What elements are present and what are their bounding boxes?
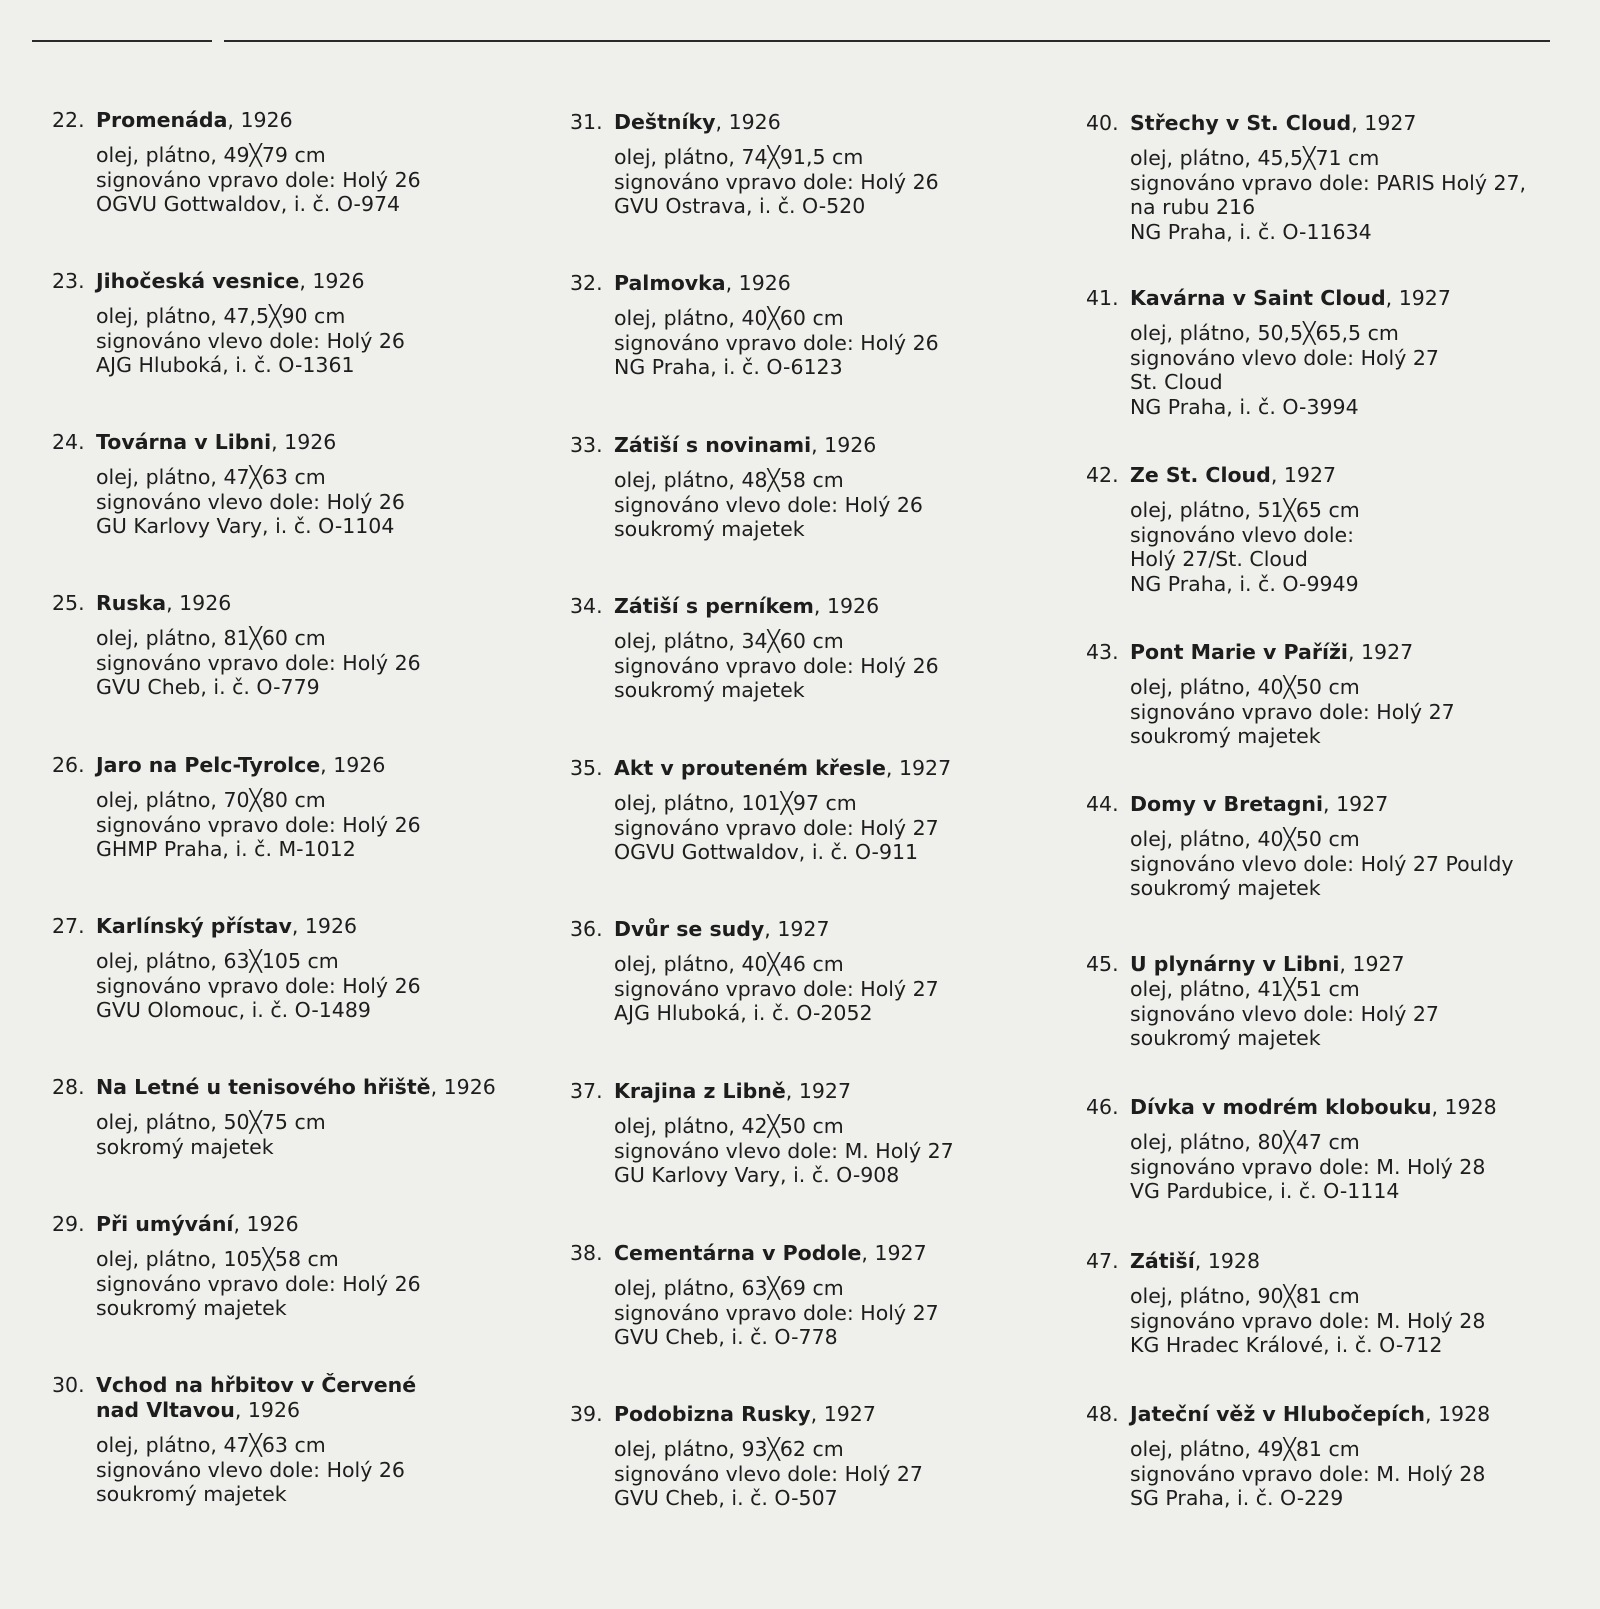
catalog-entry-34 [570,594,1050,703]
entry-number: 32. [570,271,603,295]
entry-title: Akt v prouteném křesle [614,756,886,780]
entry-title: Jateční věž v Hlubočepích [1130,1402,1425,1426]
entry-number: 38. [570,1241,603,1265]
entry-signature: signováno vpravo dole: Holý 26 [96,812,421,837]
entry-number: 44. [1086,792,1119,816]
entry-heading: 44. Domy v Bretagni, 1927 [1086,792,1389,816]
entry-medium: olej, plátno, 49╳81 cm [1130,1437,1360,1461]
entry-collection: KG Hradec Králové, i. č. O-712 [1130,1333,1443,1357]
catalog-entry-48 [1086,1402,1566,1511]
catalog-entry-25 [52,591,532,700]
entry-collection: OGVU Gottwaldov, i. č. O-974 [96,192,401,216]
entry-signature: signováno vpravo dole: Holý 26 [614,330,939,355]
entry-year: 1927 [1398,286,1451,310]
entry-medium: olej, plátno, 63╳69 cm [614,1276,844,1300]
entry-heading [52,1373,532,1398]
entry-number: 34. [570,594,603,618]
entry-medium: olej, plátno, 49╳79 cm [96,143,326,167]
entry-collection: NG Praha, i. č. O-3994 [1130,394,1359,419]
catalog-entry-29 [52,1212,532,1321]
entry-title: Jaro na Pelc-Tyrolce [96,753,321,777]
entry-year: 1926 [333,753,386,777]
entry-title: Ze St. Cloud [1130,463,1271,487]
entry-medium: olej, plátno, 93╳62 cm [614,1437,844,1461]
entry-signature: signováno vpravo dole: M. Holý 28 [1130,1308,1486,1333]
entry-heading: 23. Jihočeská vesnice, 1926 [52,269,365,293]
entry-title: U plynárny v Libni [1130,952,1340,976]
entry-number: 33. [570,433,603,457]
entry-year: 1926 [240,108,293,132]
entry-collection: GVU Olomouc, i. č. O-1489 [96,998,371,1022]
entry-signature: signováno vpravo dole: PARIS Holý 27, [1130,170,1527,195]
entry-medium: olej, plátno, 70╳80 cm [96,788,326,812]
entry-heading: 26. Jaro na Pelc-Tyrolce, 1926 [52,753,386,777]
entry-number: 47. [1086,1249,1119,1273]
entry-medium: olej, plátno, 90╳81 cm [1130,1284,1360,1308]
entry-signature: signováno vpravo dole: Holý 26 [96,1271,421,1296]
entry-signature: signováno vlevo dole: Holý 26 [96,1457,405,1482]
entry-medium: olej, plátno, 40╳50 cm [1130,675,1360,699]
entry-heading: 41. Kavárna v Saint Cloud, 1927 [1086,286,1451,310]
entry-number: 30. [52,1373,85,1397]
entry-medium: olej, plátno, 101╳97 cm [614,791,857,815]
catalog-entry-28 [52,1075,532,1159]
entry-year: 1926 [304,914,358,938]
entry-title: Krajina z Libně [614,1079,786,1103]
entry-title: Podobizna Rusky [614,1402,811,1426]
entry-year: 1928 [1444,1095,1497,1119]
catalog-entry-33 [570,433,1050,542]
entry-medium: olej, plátno, 45,5╳71 cm [1130,146,1380,170]
catalog-entry-27 [52,914,532,1023]
entry-collection: soukromý majetek [1130,1026,1321,1050]
entry-collection: GVU Cheb, i. č. O-507 [614,1486,838,1510]
entry-title: Vchod na hřbitov v Červené [96,1373,417,1397]
entry-year: 1926 [826,594,880,618]
entry-title: Továrna v Libni [96,430,272,454]
entry-collection: GU Karlovy Vary, i. č. O-1104 [96,514,395,538]
entry-medium: olej, plátno, 40╳60 cm [614,306,844,330]
entry-number: 41. [1086,286,1119,310]
catalog-entry-39 [570,1402,1050,1511]
entry-signature: signováno vpravo dole: Holý 27 [614,1300,939,1325]
entry-title: Karlínský přístav [96,914,292,938]
entry-collection: soukromý majetek [96,1296,287,1320]
entry-heading: 33. Zátiší s novinami, 1926 [570,433,877,457]
entry-heading: 32. Palmovka, 1926 [570,271,791,295]
entry-heading: 37. Krajina z Libně, 1927 [570,1079,851,1103]
entry-heading: 28. Na Letné u tenisového hřiště, 1926 [52,1075,496,1099]
catalog-entry-42 [1086,463,1566,596]
entry-year: 1926 [284,430,337,454]
catalog-entry-47 [1086,1249,1566,1358]
entry-collection: GHMP Praha, i. č. M-1012 [96,837,356,861]
entry-number: 31. [570,110,603,134]
entry-collection: AJG Hluboká, i. č. O-2052 [614,1001,873,1025]
entry-year: 1927 [874,1241,927,1265]
entry-medium: olej, plátno, 74╳91,5 cm [614,145,864,169]
catalog-entry-40 [1086,111,1566,244]
entry-collection: AJG Hluboká, i. č. O-1361 [96,353,355,377]
entry-title: Promenáda [96,108,228,132]
entry-number: 43. [1086,640,1119,664]
entry-collection: GVU Cheb, i. č. O-779 [96,675,320,699]
entry-heading: 25. Ruska, 1926 [52,591,232,615]
entry-medium: olej, plátno, 105╳58 cm [96,1247,339,1271]
entry-signature: signováno vlevo dole: Holý 27 [1130,1001,1439,1026]
entry-signature: signováno vpravo dole: M. Holý 28 [1130,1461,1486,1486]
entry-year: 1926 [443,1075,496,1099]
entry-year: 1927 [1364,111,1417,135]
entry-signature-continued: na rubu 216 [1130,195,1256,219]
catalog-entry-26 [52,753,532,862]
entry-number: 46. [1086,1095,1119,1119]
entry-number: 39. [570,1402,603,1426]
entry-number: 28. [52,1075,85,1099]
entry-medium: olej, plátno, 34╳60 cm [614,629,844,653]
entry-title: Pont Marie v Paříži [1130,640,1348,664]
entry-collection: sokromý majetek [96,1134,274,1159]
entry-signature: signováno vpravo dole: Holý 26 [614,169,939,194]
entry-collection: SG Praha, i. č. O-229 [1130,1486,1344,1510]
entry-heading-line-2: nad Vltavou, 1926 [96,1398,301,1422]
entry-year: 1928 [1207,1249,1260,1273]
catalog-column-2 [570,0,1050,1609]
entry-title: Cementárna v Podole [614,1241,862,1265]
entry-year: 1927 [1361,640,1414,664]
catalog-entry-23 [52,269,532,378]
entry-collection: NG Praha, i. č. O-9949 [1130,571,1359,596]
catalog-entry-24 [52,430,532,539]
entry-year: 1926 [824,433,877,457]
entry-year: 1927 [1283,463,1337,487]
entry-heading: 42. Ze St. Cloud, 1927 [1086,463,1337,487]
catalog-entry-30 [52,1373,532,1507]
entry-title: Dívka v modrém klobouku [1130,1095,1432,1119]
entry-heading: 29. Při umývání, 1926 [52,1212,299,1236]
entry-year: 1926 [247,1398,301,1422]
entry-signature: signováno vlevo dole: Holý 27 [1130,345,1439,370]
entry-heading: 47. Zátiší, 1928 [1086,1249,1260,1273]
catalog-entry-43 [1086,640,1566,749]
entry-collection: soukromý majetek [1130,724,1321,748]
entry-signature: signováno vlevo dole: Holý 27 Pouldy [1130,851,1514,876]
entry-signature: signováno vpravo dole: Holý 26 [96,650,421,675]
catalog-entry-35 [570,756,1050,865]
entry-heading: 27. Karlínský přístav, 1926 [52,914,358,938]
catalog-column-3 [1086,0,1566,1609]
entry-collection: GVU Cheb, i. č. O-778 [614,1325,838,1349]
entry-title: Na Letné u tenisového hřiště [96,1075,431,1099]
entry-number: 37. [570,1079,603,1103]
entry-signature: signováno vlevo dole: Holý 26 [96,328,405,353]
entry-year: 1926 [246,1212,299,1236]
entry-signature-continued: St. Cloud [1130,370,1223,394]
entry-heading: 45. U plynárny v Libni, 1927 [1086,952,1405,976]
entry-number: 40. [1086,111,1119,135]
entry-number: 45. [1086,952,1119,976]
entry-year: 1926 [179,591,232,615]
catalog-entry-32 [570,271,1050,380]
entry-medium: olej, plátno, 81╳60 cm [96,626,326,650]
entry-medium: olej, plátno, 63╳105 cm [96,949,339,973]
entry-collection: GU Karlovy Vary, i. č. O-908 [614,1163,900,1187]
entry-heading: 34. Zátiší s perníkem, 1926 [570,594,880,618]
entry-number: 48. [1086,1402,1119,1426]
entry-collection: GVU Ostrava, i. č. O-520 [614,194,866,218]
entry-signature: signováno vpravo dole: Holý 26 [96,973,421,998]
catalog-entry-46 [1086,1095,1566,1204]
entry-number: 35. [570,756,603,780]
entry-signature-continued: Holý 27/St. Cloud [1130,547,1308,571]
entry-signature: signováno vpravo dole: Holý 27 [614,815,939,840]
entry-medium: olej, plátno, 47,5╳90 cm [96,304,346,328]
entry-signature: signováno vpravo dole: M. Holý 28 [1130,1154,1486,1179]
entry-year: 1927 [777,917,830,941]
catalog-entry-22 [52,108,532,217]
entry-year: 1928 [1438,1402,1491,1426]
catalog-entry-31 [570,110,1050,219]
entry-medium: olej, plátno, 40╳46 cm [614,952,844,976]
entry-heading: 43. Pont Marie v Paříži, 1927 [1086,640,1414,664]
entry-title: Jihočeská vesnice [96,269,300,293]
entry-medium: olej, plátno, 41╳51 cm [1130,977,1360,1001]
entry-medium: olej, plátno, 50,5╳65,5 cm [1130,321,1399,345]
entry-number: 42. [1086,463,1119,487]
entry-title: Střechy v St. Cloud [1130,111,1352,135]
catalog-entry-38 [570,1241,1050,1350]
entry-year: 1927 [823,1402,876,1426]
entry-number: 23. [52,269,85,293]
catalog-entry-36 [570,917,1050,1026]
catalog-entry-37 [570,1079,1050,1188]
entry-collection: soukromý majetek [1130,876,1321,900]
entry-year: 1927 [1352,952,1405,976]
catalog-column-1 [52,0,532,1609]
entry-title: Deštníky [614,110,716,134]
entry-medium: olej, plátno, 40╳50 cm [1130,827,1360,851]
catalog-entry-45 [1086,952,1566,1051]
entry-year: 1926 [728,110,781,134]
entry-medium: olej, plátno, 47╳63 cm [96,465,326,489]
entry-collection: VG Pardubice, i. č. O-1114 [1130,1179,1400,1203]
entry-heading: 40. Střechy v St. Cloud, 1927 [1086,111,1417,135]
entry-signature: signováno vlevo dole: M. Holý 27 [614,1138,954,1163]
catalog-entry-41 [1086,286,1566,419]
entry-number: 36. [570,917,603,941]
entry-signature: signováno vpravo dole: Holý 27 [1130,699,1455,724]
entry-signature: signováno vpravo dole: Holý 26 [96,167,421,192]
entry-title: Zátiší s perníkem [614,594,814,618]
entry-signature: signováno vlevo dole: Holý 27 [614,1461,923,1486]
entry-medium: olej, plátno, 50╳75 cm [96,1110,326,1134]
entry-number: 24. [52,430,85,454]
entry-collection: OGVU Gottwaldov, i. č. O-911 [614,840,919,864]
entry-title: Zátiší s novinami [614,433,812,457]
entry-heading: 36. Dvůr se sudy, 1927 [570,917,830,941]
entry-title: Ruska [96,591,167,615]
entry-heading: 48. Jateční věž v Hlubočepích, 1928 [1086,1402,1491,1426]
entry-signature: signováno vpravo dole: Holý 27 [614,976,939,1001]
entry-year: 1927 [1336,792,1389,816]
entry-title-continued: nad Vltavou [96,1398,235,1422]
entry-year: 1926 [312,269,365,293]
entry-collection: soukromý majetek [614,678,805,702]
entry-medium: olej, plátno, 48╳58 cm [614,468,844,492]
entry-collection: NG Praha, i. č. O-11634 [1130,219,1372,244]
entry-year: 1926 [738,271,791,295]
entry-number: 26. [52,753,85,777]
entry-heading: 39. Podobizna Rusky, 1927 [570,1402,876,1426]
entry-signature: signováno vlevo dole: [1130,522,1355,547]
entry-title: Domy v Bretagni [1130,792,1324,816]
entry-medium: olej, plátno, 47╳63 cm [96,1433,326,1457]
entry-heading: 31. Deštníky, 1926 [570,110,781,134]
entry-collection: soukromý majetek [96,1482,287,1506]
entry-number: 27. [52,914,85,938]
entry-year: 1927 [898,756,952,780]
entry-collection: soukromý majetek [614,517,805,541]
entry-heading: 22. Promenáda, 1926 [52,108,293,132]
entry-year: 1927 [798,1079,851,1103]
entry-medium: olej, plátno, 51╳65 cm [1130,498,1360,522]
entry-heading: 46. Dívka v modrém klobouku, 1928 [1086,1095,1497,1119]
entry-title: Dvůr se sudy [614,917,765,941]
entry-heading: 38. Cementárna v Podole, 1927 [570,1241,927,1265]
entry-number: 29. [52,1212,85,1236]
entry-title: Při umývání [96,1212,234,1236]
entry-medium: olej, plátno, 80╳47 cm [1130,1130,1360,1154]
catalog-entry-44 [1086,792,1566,901]
entry-title: Kavárna v Saint Cloud [1130,286,1386,310]
entry-heading: 24. Továrna v Libni, 1926 [52,430,337,454]
entry-number: 22. [52,108,85,132]
entry-number: 25. [52,591,85,615]
entry-collection: NG Praha, i. č. O-6123 [614,355,843,379]
entry-signature: signováno vlevo dole: Holý 26 [96,489,405,514]
entry-medium: olej, plátno, 42╳50 cm [614,1114,844,1138]
entry-title: Palmovka [614,271,726,295]
entry-title: Zátiší [1130,1249,1195,1273]
entry-heading: 35. Akt v prouteném křesle, 1927 [570,756,952,780]
entry-signature: signováno vpravo dole: Holý 26 [614,653,939,678]
entry-signature: signováno vlevo dole: Holý 26 [614,492,923,517]
